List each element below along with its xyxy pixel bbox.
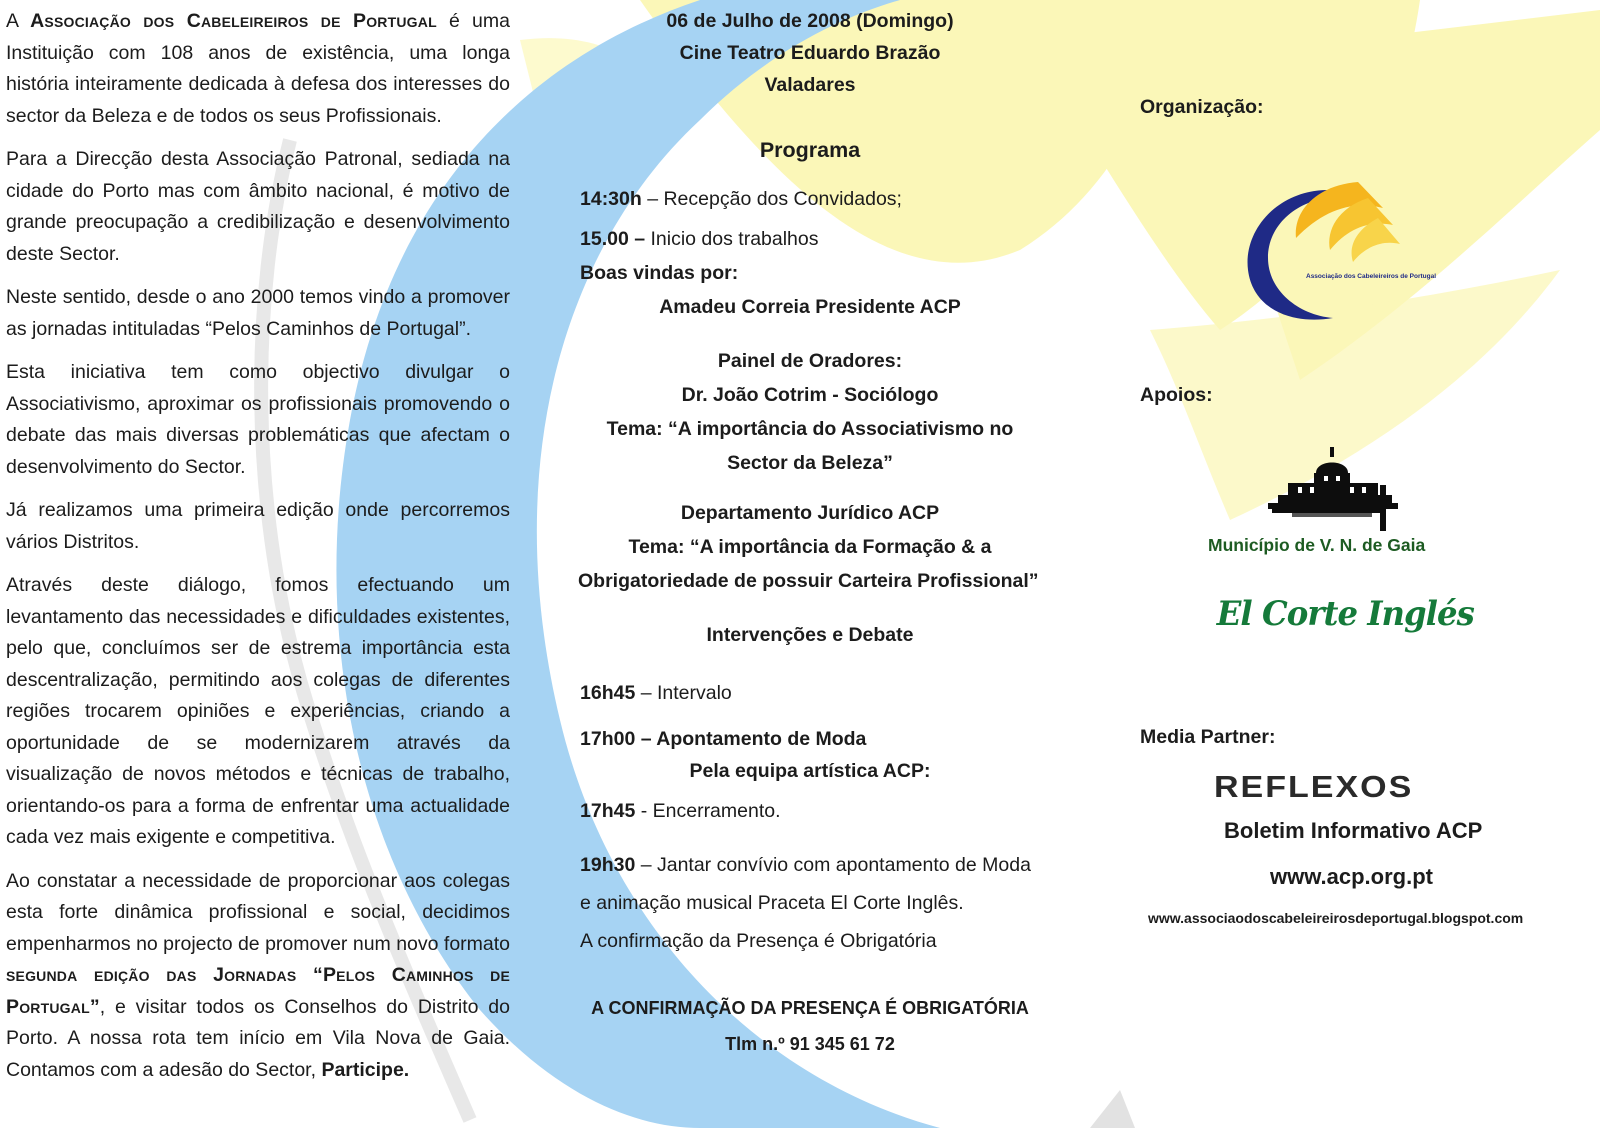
- item-time: 16h45: [580, 682, 636, 704]
- item-reception: [580, 188, 902, 211]
- item-text: Inicio dos trabalhos: [645, 228, 819, 250]
- intro-text: , e visitar todos os Conselhos do Distrito do Porto. A nossa rota tem início em Vila Nova de Gaia. Contamos com a adesão do Sector,: [6, 995, 510, 1081]
- item-time: 19h30: [580, 854, 636, 876]
- item-closing: [580, 800, 781, 823]
- legal-dept: Departamento Jurídico ACP: [680, 502, 940, 524]
- event-city: Valadares: [764, 74, 856, 96]
- event-venue: Cine Teatro Eduardo Brazão: [679, 42, 941, 64]
- programme-column: [580, 8, 1040, 1108]
- intro-text: Ao constatar a necessidade de proporcionar aos colegas esta forte dinâmica profissional e social, decidimos empenharmos no projecto de promover num novo formato: [6, 869, 511, 955]
- monastery-icon: [1268, 445, 1408, 535]
- bottom-decoration: [1090, 1090, 1135, 1128]
- item-dinner: [580, 854, 1031, 877]
- item-fashion: 17h00 – Apontamento de Moda: [580, 728, 867, 750]
- intro-paragraph-3: Neste sentido, desde o ano 2000 temos vindo a promover as jornadas intituladas “Pelos Caminhos de Portugal”.: [6, 286, 510, 340]
- intro-column: [6, 6, 510, 1098]
- organization-heading: Organização:: [1140, 96, 1264, 118]
- debate-heading: Intervenções e Debate: [706, 624, 914, 646]
- welcome-label: Boas vindas por:: [580, 262, 739, 284]
- edition-name: segunda edição das Jornadas “Pelos Caminhos de Portugal”: [6, 964, 510, 1018]
- intro-paragraph-2: Para a Direcção desta Associação Patronal, sediada na cidade do Porto mas com âmbito nacional, é motivo de grande preocupação a credibilização e desenvolvimento deste Sector.: [6, 148, 510, 265]
- intro-paragraph-4: Esta iniciativa tem como objectivo divulgar o Associativismo, aproximar os profissionais promovendo o debate das mais diversas problemáticas que afectam o desenvolvimento do Sector.: [6, 361, 510, 478]
- talk-topic-2: Tema: “A importância da Formação & a: [628, 536, 992, 558]
- programme-heading: Programa: [759, 138, 861, 162]
- item-time: 15.00 –: [580, 228, 646, 250]
- president-name: Amadeu Correia Presidente ACP: [659, 296, 961, 318]
- website-link[interactable]: www.acp.org.pt: [1270, 864, 1433, 889]
- talk-topic-2-cont: Obrigatoriedade de possuir Carteira Profissional”: [578, 570, 1039, 592]
- confirmation-note: A confirmação da Presença é Obrigatória: [580, 930, 937, 952]
- event-date: 06 de Julho de 2008 (Domingo): [666, 10, 954, 32]
- item-text: – Recepção dos Convidados;: [641, 188, 902, 210]
- item-text: – Intervalo: [635, 682, 732, 704]
- acp-logo: [1238, 180, 1478, 330]
- speakers-heading: Painel de Oradores:: [717, 350, 903, 372]
- phone-number: Tlm n.º 91 345 61 72: [725, 1034, 895, 1054]
- intro-text: A: [6, 10, 31, 32]
- speaker-name: Dr. João Cotrim - Sociólogo: [681, 384, 939, 406]
- gaia-logo: [1268, 445, 1408, 535]
- support-heading: Apoios:: [1140, 384, 1213, 406]
- reflexos-logo: REFLEXOS: [1214, 769, 1414, 805]
- call-to-action: Participe.: [321, 1058, 410, 1081]
- newsletter-label: Boletim Informativo ACP: [1224, 818, 1483, 843]
- item-break: [580, 682, 732, 705]
- item-time: 14:30h: [580, 188, 642, 210]
- blog-link[interactable]: www.associaodoscabeleireirosdeportugal.blogspot.com: [1148, 910, 1524, 926]
- fashion-team: Pela equipa artística ACP:: [689, 760, 931, 782]
- corte-ingles-logo: El Corte Inglés: [1216, 594, 1474, 634]
- talk-topic-1-cont: Sector da Beleza”: [727, 452, 893, 474]
- item-text: – Jantar convívio com apontamento de Moda: [635, 854, 1031, 876]
- intro-paragraph-7: [6, 866, 510, 1087]
- talk-topic-1: Tema: “A importância do Associativismo no: [606, 418, 1014, 440]
- gaia-name: Município de V. N. de Gaia: [1208, 535, 1426, 555]
- item-text: - Encerramento.: [635, 800, 781, 822]
- item-time: 17h45: [580, 800, 636, 822]
- sponsors-column: [1140, 0, 1600, 1128]
- association-name: Associação dos Cabeleireiros de Portugal: [30, 10, 437, 32]
- item-start: [580, 228, 819, 251]
- item-dinner-cont: e animação musical Praceta El Corte Inglês.: [580, 892, 964, 914]
- intro-text: é uma Instituição com 108 anos de existência, uma longa história inteiramente dedicada à defesa dos interesses do sector da Beleza e de todos os seus Profissionais.: [6, 10, 510, 127]
- intro-paragraph-6: Através deste diálogo, fomos efectuando um levantamento das necessidades e dificuldades existentes, pelo que, concluímos ser de estrema importância esta descentralização, permitindo aos colegas de diferentes regiões trocarem opiniões e experiências, criando a oportunidade de se modernizarem através da visualização de novos métodos e técnicas de trabalho, orientando-os para a forma de enfrentar uma actualidade cada vez mais exigente e competitiva.: [6, 574, 510, 848]
- intro-paragraph-5: Já realizamos uma primeira edição onde percorremos vários Distritos.: [6, 499, 510, 553]
- confirmation-notice: A CONFIRMAÇÃO DA PRESENÇA É OBRIGATÓRIA: [591, 998, 1029, 1018]
- media-partner-heading: Media Partner:: [1140, 726, 1276, 748]
- intro-paragraph-1: [6, 6, 510, 132]
- acp-logo-text: Associação dos Cabeleireiros de Portugal: [1306, 273, 1437, 280]
- acp-logo-icon: [1238, 180, 1478, 330]
